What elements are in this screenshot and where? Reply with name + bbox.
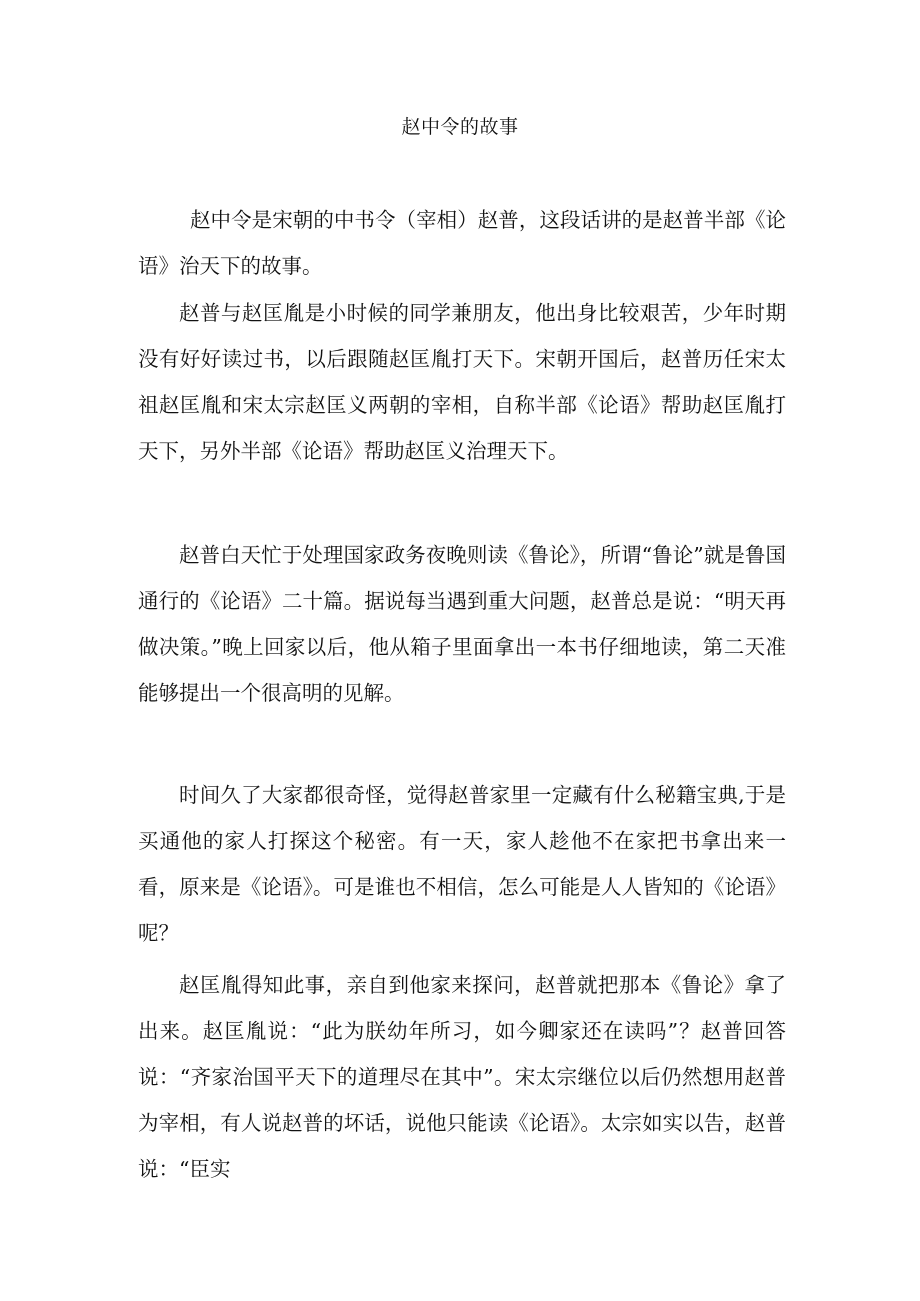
paragraph-reading-lunyu: 赵普白天忙于处理国家政务夜晚则读《鲁论》，所谓“鲁论”就是鲁国通行的《论语》二十篇。据说每当遇到重大问题，赵普总是说：“明天再做决策。”晚上回家以后，他从箱子里面拿出一本书仔细地读，第二天准能够提出一个很高明的见解。 xyxy=(138,543,786,705)
paragraph-background: 赵普与赵匡胤是小时候的同学兼朋友，他出身比较艰苦，少年时期没有好好读过书，以后跟随赵匡胤打天下。宋朝开国后，赵普历任宋太祖赵匡胤和宋太宗赵匡义两朝的宰相，自称半部《论语》帮助赵匡胤打天下，另外半部《论语》帮助赵匡义治理天下。 xyxy=(138,301,786,463)
paragraph-secret: 时间久了大家都很奇怪，觉得赵普家里一定藏有什么秘籍宝典,于是买通他的家人打探这个秘密。有一天，家人趁他不在家把书拿出来一看，原来是《论语》。可是谁也不相信，怎么可能是人人皆知的《论语》呢？ xyxy=(138,783,786,945)
paragraph-intro: 赵中令是宋朝的中书令（宰相）赵普，这段话讲的是赵普半部《论语》治天下的故事。 xyxy=(138,208,786,278)
document-title: 赵中令的故事 xyxy=(401,116,519,138)
paragraph-emperor-visit: 赵匡胤得知此事，亲自到他家来探问，赵普就把那本《鲁论》拿了出来。赵匡胤说：“此为朕幼年所习，如今卿家还在读吗”？赵普回答说：“齐家治国平天下的道理尽在其中”。宋太宗继位以后仍然想用赵普为宰相，有人说赵普的坏话，说他只能读《论语》。太宗如实以告，赵普说：“臣实 xyxy=(138,973,786,1181)
